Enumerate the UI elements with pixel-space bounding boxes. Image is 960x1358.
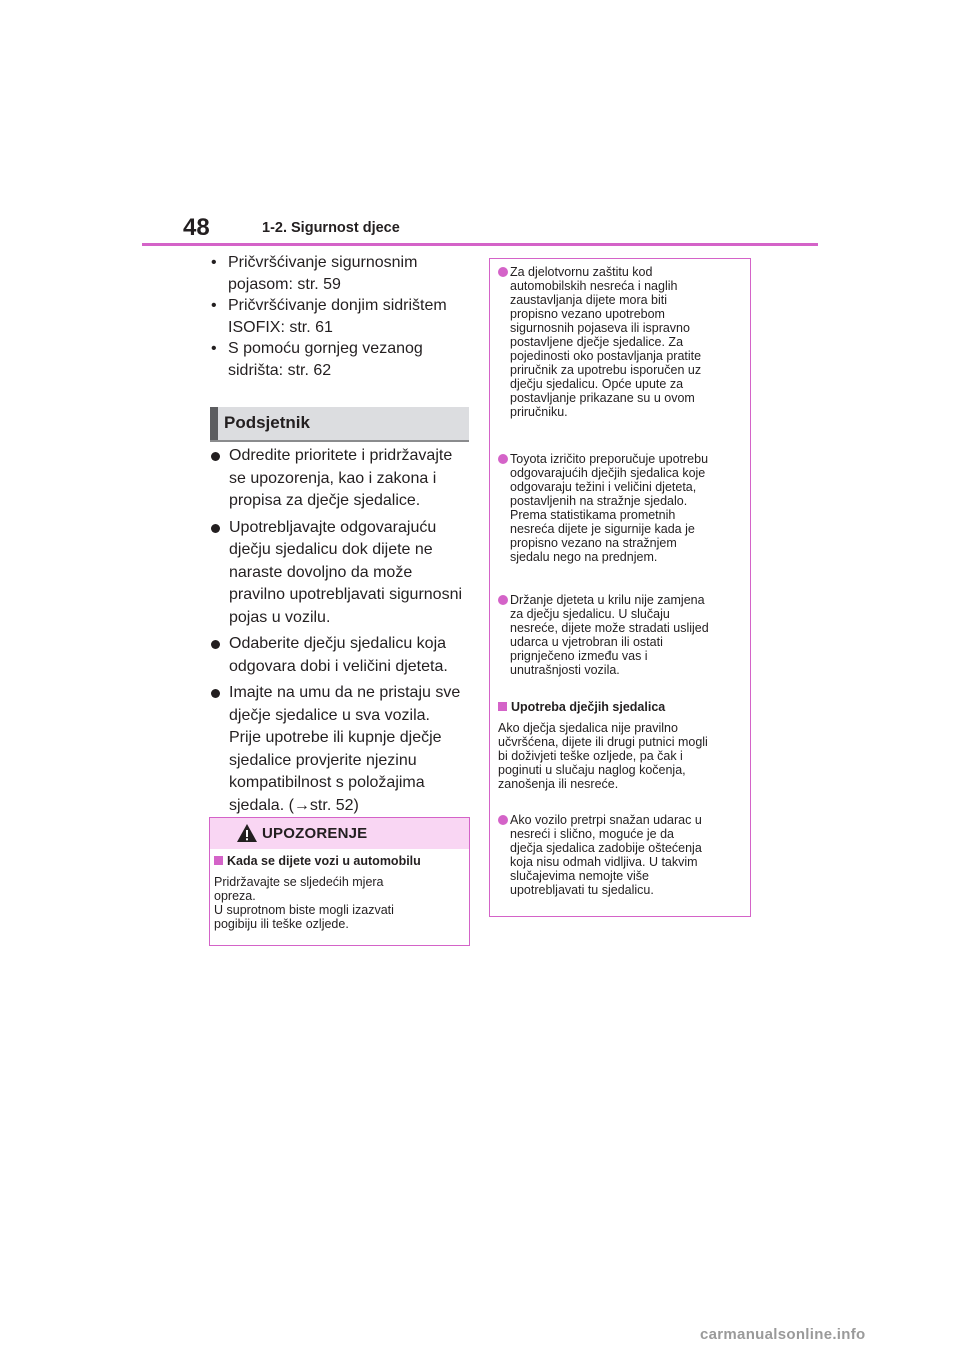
- info-box: [489, 258, 751, 917]
- pink-dot-icon: [498, 454, 508, 464]
- info-line: unutrašnjosti vozila.: [510, 663, 620, 677]
- reference-line: sidrišta: str. 62: [228, 361, 332, 379]
- info-line: propisno vezano na stražnjem: [510, 536, 677, 550]
- warning-line: Pridržavajte se sljedećih mjera: [214, 875, 384, 889]
- info-item: [498, 265, 744, 419]
- bullet-dot-icon: [211, 689, 220, 698]
- reminder-heading-box: [210, 407, 469, 442]
- source-watermark: carmanualsonline.info: [700, 1326, 866, 1343]
- reminder-line: propisa za dječje sjedalice.: [229, 492, 421, 509]
- bullet-dot-icon: [211, 524, 220, 533]
- reminder-line: dječje sjedalice u sva vozila.: [229, 706, 430, 724]
- reminder-line: se upozorenja, kao i zakona i: [229, 469, 437, 487]
- info-line: pojedinosti oko postavljanja pratite: [510, 349, 702, 363]
- warning-triangle-icon: [236, 823, 258, 843]
- pink-dot-icon: [498, 815, 508, 825]
- reference-item: • Pričvršćivanje donjim sidrištem ISOFIX: str. 61: [211, 297, 447, 336]
- info-paragraph: [498, 721, 744, 791]
- info-line: postavljene dječje sjedalice. Za: [510, 335, 684, 349]
- info-line: Ako vozilo pretrpi snažan udarac u: [510, 813, 702, 827]
- info-line: automobilskih nesreća i naglih: [510, 279, 678, 293]
- info-line: Prema statistikama prometnih: [510, 508, 676, 522]
- info-line: priručniku.: [510, 405, 568, 419]
- reference-line: Pričvršćivanje sigurnosnim: [228, 254, 418, 271]
- info-line: postavljanje prikazane su u ovom: [510, 391, 695, 405]
- info-item: [498, 452, 744, 564]
- reminder-line: sjedala. (→str. 52): [229, 796, 359, 814]
- reminder-line: naraste dovoljno da može: [229, 563, 413, 581]
- info-line: odgovaraju težini i veličini djeteta,: [510, 480, 697, 494]
- reminder-item: [210, 682, 472, 817]
- info-line: bi doživjeti teške ozljede, pa čak i: [498, 749, 683, 763]
- info-line: upotrebljavati tu sjedalicu.: [510, 883, 654, 897]
- reminder-line: kompatibilnost s položajima: [229, 774, 425, 791]
- bullet-dot-icon: [211, 452, 220, 461]
- info-line: koja nisu odmah vidljiva. U takvim: [510, 855, 698, 869]
- reminder-line: Odaberite dječju sjedalicu koja: [229, 635, 447, 652]
- reference-list-container: [210, 252, 472, 381]
- reminder-line: odgovara dobi i veličini djeteta.: [229, 657, 448, 675]
- info-line: sjedalu nego na prednjem.: [510, 550, 658, 564]
- reminder-list: [210, 445, 472, 821]
- warning-subtitle-text: Kada se dijete vozi u automobilu: [227, 854, 421, 868]
- pink-dot-icon: [498, 267, 508, 277]
- reminder-line: sjedalice provjerite njezinu: [229, 751, 417, 769]
- reference-item: • Pričvršćivanje sigurnosnim pojasom: str. 59: [211, 254, 418, 293]
- info-line: nesreći i slično, moguće je da: [510, 827, 674, 841]
- square-bullet-icon: [498, 702, 507, 711]
- reminder-heading: Podsjetnik: [224, 413, 310, 432]
- info-line: propisno vezano upotrebom: [510, 307, 665, 321]
- warning-title: UPOZORENJE: [262, 825, 368, 842]
- pink-dot-icon: [498, 595, 508, 605]
- info-line: Za djelotvornu zaštitu kod: [510, 265, 653, 279]
- section-title: 1-2. Sigurnost djece: [262, 220, 400, 236]
- reference-line: ISOFIX: str. 61: [228, 318, 333, 336]
- reminder-heading-bar: [210, 407, 218, 440]
- warning-line: opreza.: [214, 889, 256, 903]
- reminder-line: pravilno upotrebljavati sigurnosni: [229, 586, 463, 603]
- info-line: udarca u vjetrobran ili ostati: [510, 635, 663, 649]
- info-line: Toyota izričito preporučuje upotrebu: [510, 452, 709, 466]
- reference-item: • S pomoću gornjeg vezanog sidrišta: str. 62: [211, 340, 423, 379]
- warning-line: U suprotnom biste mogli izazvati: [214, 903, 394, 917]
- warning-box: [209, 817, 470, 946]
- header-divider: [142, 243, 818, 246]
- reference-line: pojasom: str. 59: [228, 275, 341, 293]
- reminder-line: dječju sjedalicu dok dijete ne: [229, 541, 433, 558]
- info-line: zanošenja ili nesreće.: [498, 777, 619, 791]
- reminder-item: [210, 633, 472, 678]
- bullet-dot-icon: [211, 640, 220, 649]
- info-item: [498, 813, 744, 897]
- info-line: nesreća dijete je sigurnije kada je: [510, 522, 695, 536]
- info-line: slučajevima nemojte više: [510, 869, 649, 883]
- info-subheading: [498, 700, 665, 715]
- reminder-line: Imajte na umu da ne pristaju sve: [229, 684, 461, 701]
- info-line: Držanje djeteta u krilu nije zamjena: [510, 593, 705, 607]
- info-line: učvršćena, dijete ili drugi putnici mogli: [498, 735, 708, 749]
- info-line: zaustavljanja dijete mora biti: [510, 293, 668, 307]
- reminder-line: Odredite prioritete i pridržavajte: [229, 447, 453, 464]
- reference-line: S pomoću gornjeg vezanog: [228, 340, 423, 357]
- page-number: 48: [183, 214, 210, 241]
- reminder-line: Upotrebljavajte odgovarajuću: [229, 518, 437, 536]
- info-line: za dječju sjedalicu. U slučaju: [510, 607, 670, 621]
- info-subheading-text: Upotreba dječjih sjedalica: [511, 700, 666, 714]
- warning-subtitle: [214, 854, 421, 869]
- info-line: dječju sjedalicu. Opće upute za: [510, 377, 684, 391]
- warning-line: pogibiju ili teške ozljede.: [214, 917, 349, 931]
- warning-header: [210, 818, 469, 849]
- reminder-item: [210, 517, 472, 630]
- info-item: [498, 593, 744, 677]
- info-line: odgovarajućih dječjih sjedalica koje: [510, 466, 706, 480]
- info-line: sigurnosnih pojaseva ili ispravno: [510, 321, 690, 335]
- info-line: poginuti u slučaju naglog kočenja,: [498, 763, 686, 777]
- reminder-line: Prije upotrebe ili kupnje dječje: [229, 729, 442, 746]
- reference-line: Pričvršćivanje donjim sidrištem: [228, 297, 447, 314]
- square-bullet-icon: [214, 856, 223, 865]
- info-line: dječja sjedalica zadobije oštećenja: [510, 841, 702, 855]
- info-line: nesreće, dijete može stradati uslijed: [510, 621, 709, 635]
- info-line: Ako dječja sjedalica nije pravilno: [498, 721, 678, 735]
- info-line: priručnik za upotrebu isporučen uz: [510, 363, 702, 377]
- reference-list: [210, 252, 472, 381]
- warning-body: [214, 875, 464, 931]
- reminder-item: [210, 445, 472, 513]
- reminder-line: pojas u vozilu.: [229, 608, 331, 626]
- info-line: prignječeno između vas i: [510, 649, 648, 663]
- info-line: postavljenih na stražnje sjedalo.: [510, 494, 688, 508]
